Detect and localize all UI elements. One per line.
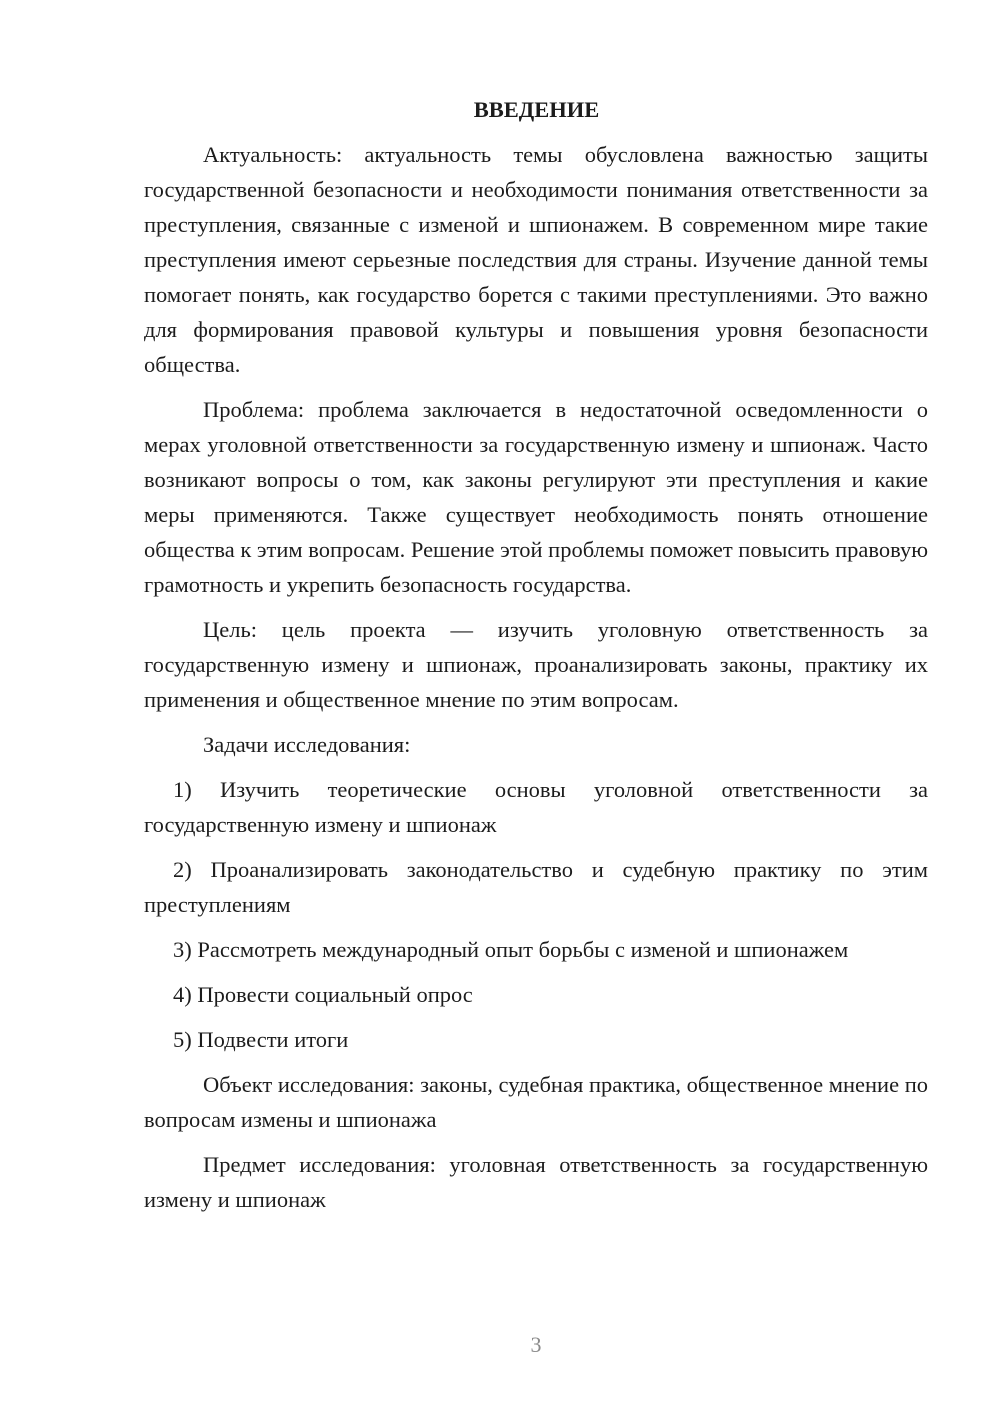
page-number: 3 [530,1332,542,1357]
task-item-2: 2) Проанализировать законодательство и судебную практику по этим преступлениям [144,857,928,917]
task-item-3: 3) Рассмотреть международный опыт борьбы с изменой и шпионажем [173,937,849,962]
problem-paragraph: Проблема: проблема заключается в недостаточной осведомленности о мерах уголовной ответственности за государственную измену и шпионаж. Часто возникают вопросы о том, как законы регулируют эти преступления и какие меры применяются. Также существует необходимость понять отношение общества к этим вопросам. Решение этой проблемы поможет повысить правовую грамотность и укрепить безопасность государства. [144,397,928,597]
task-item-5: 5) Подвести итоги [173,1027,349,1052]
document-page [144,92,928,1227]
tasks-heading: Задачи исследования: [203,732,411,757]
task-item-1: 1) Изучить теоретические основы уголовной ответственности за государственную измену и шпионаж [144,777,928,837]
tasks-list [144,772,928,1057]
relevance-paragraph: Актуальность: актуальность темы обусловлена важностью защиты государственной безопасности и необходимости понимания ответственности за преступления, связанные с изменой и шпионажем. В современном мире такие преступления имеют серьезные последствия для страны. Изучение данной темы помогает понять, как государство борется с такими преступлениями. Это важно для формирования правовой культуры и повышения уровня безопасности общества. [144,142,928,377]
section-title: ВВЕДЕНИЕ [473,97,600,122]
task-item-4: 4) Провести социальный опрос [173,982,473,1007]
research-subject-paragraph: Предмет исследования: уголовная ответственность за государственную измену и шпионаж [144,1152,928,1212]
research-object-paragraph: Объект исследования: законы, судебная практика, общественное мнение по вопросам измены и шпионажа [144,1072,928,1132]
goal-paragraph: Цель: цель проекта — изучить уголовную ответственность за государственную измену и шпионаж, проанализировать законы, практику их применения и общественное мнение по этим вопросам. [144,617,928,712]
